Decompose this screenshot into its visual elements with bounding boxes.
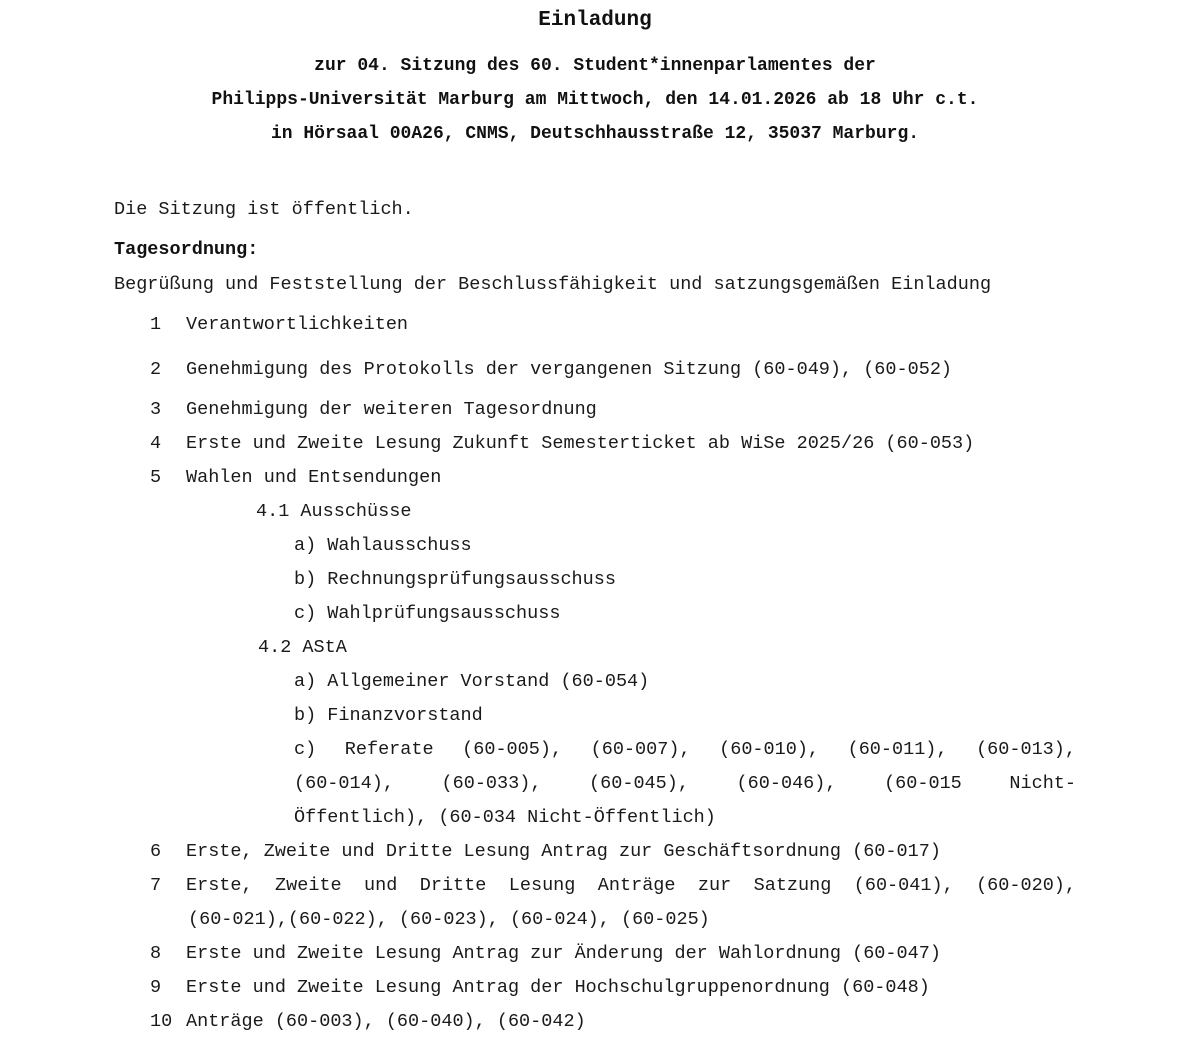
agenda-item-number: 7 (150, 875, 162, 896)
agenda-heading: Tagesordnung: (114, 239, 259, 260)
referate-line: (60-014), (60-033), (60-045), (60-046), (60-015 Nicht- (294, 773, 1076, 794)
agenda-intro: Begrüßung und Feststellung der Beschlussfähigkeit und satzungsgemäßen Einladung (114, 274, 992, 295)
referate-line: Öffentlich), (60-034 Nicht-Öffentlich) (294, 807, 716, 828)
sub-agenda-item: a) Wahlausschuss (294, 535, 472, 556)
agenda-item-text-line: (60-021),(60-022), (60-023), (60-024), (60-025) (188, 909, 710, 930)
agenda-item-text: Verantwortlichkeiten (186, 314, 409, 335)
header-line-session: zur 04. Sitzung des 60. Student*innenparlamentes der (314, 56, 876, 76)
agenda-item-text: Genehmigung des Protokolls der vergangenen Sitzung (60-049), (60-052) (186, 359, 953, 380)
sub-agenda-item: a) Allgemeiner Vorstand (60-054) (294, 671, 650, 692)
header-line-location: in Hörsaal 00A26, CNMS, Deutschhausstraße 12, 35037 Marburg. (270, 124, 920, 144)
agenda-item-number: 3 (150, 399, 162, 420)
agenda-item-text (186, 869, 1076, 903)
agenda-item-text: Erste und Zweite Lesung Antrag zur Änderung der Wahlordnung (60-047) (186, 943, 941, 964)
agenda-item-text-line: Erste, Zweite und Dritte Lesung Anträge zur Satzung (60-041), (60-020), (186, 875, 1076, 896)
document-title: Einladung (538, 9, 652, 32)
agenda-item-number: 5 (150, 467, 162, 488)
agenda-item-text: Erste und Zweite Lesung Zukunft Semesterticket ab WiSe 2025/26 (60-053) (186, 433, 975, 454)
agenda-item-text: Wahlen und Entsendungen (186, 467, 442, 488)
agenda-item-number: 10 (150, 1011, 173, 1032)
public-note: Die Sitzung ist öffentlich. (114, 199, 414, 220)
sub-agenda-item: b) Rechnungsprüfungsausschuss (294, 569, 616, 590)
agenda-item-number: 4 (150, 433, 162, 454)
agenda-item-number: 6 (150, 841, 162, 862)
header-line-date: Philipps-Universität Marburg am Mittwoch, den 14.01.2026 ab 18 Uhr c.t. (211, 90, 979, 110)
agenda-item-number: 8 (150, 943, 162, 964)
agenda-item-text: Anträge (60-003), (60-040), (60-042) (186, 1011, 586, 1032)
sub-agenda-heading: 4.1 Ausschüsse (256, 501, 412, 522)
sub-agenda-item: c) Wahlprüfungsausschuss (294, 603, 561, 624)
agenda-item-text: Genehmigung der weiteren Tagesordnung (186, 399, 597, 420)
sub-agenda-item-referate (294, 733, 1076, 835)
sub-agenda-heading: 4.2 AStA (258, 637, 347, 658)
referate-line: c) Referate (60-005), (60-007), (60-010), (60-011), (60-013), (294, 739, 1076, 760)
sub-agenda-item: b) Finanzvorstand (294, 705, 483, 726)
agenda-item-text: Erste und Zweite Lesung Antrag der Hochschulgruppenordnung (60-048) (186, 977, 930, 998)
agenda-item-number: 2 (150, 359, 162, 380)
agenda-item-number: 9 (150, 977, 162, 998)
agenda-item-number: 1 (150, 314, 162, 335)
agenda-item-text: Erste, Zweite und Dritte Lesung Antrag zur Geschäftsordnung (60-017) (186, 841, 941, 862)
